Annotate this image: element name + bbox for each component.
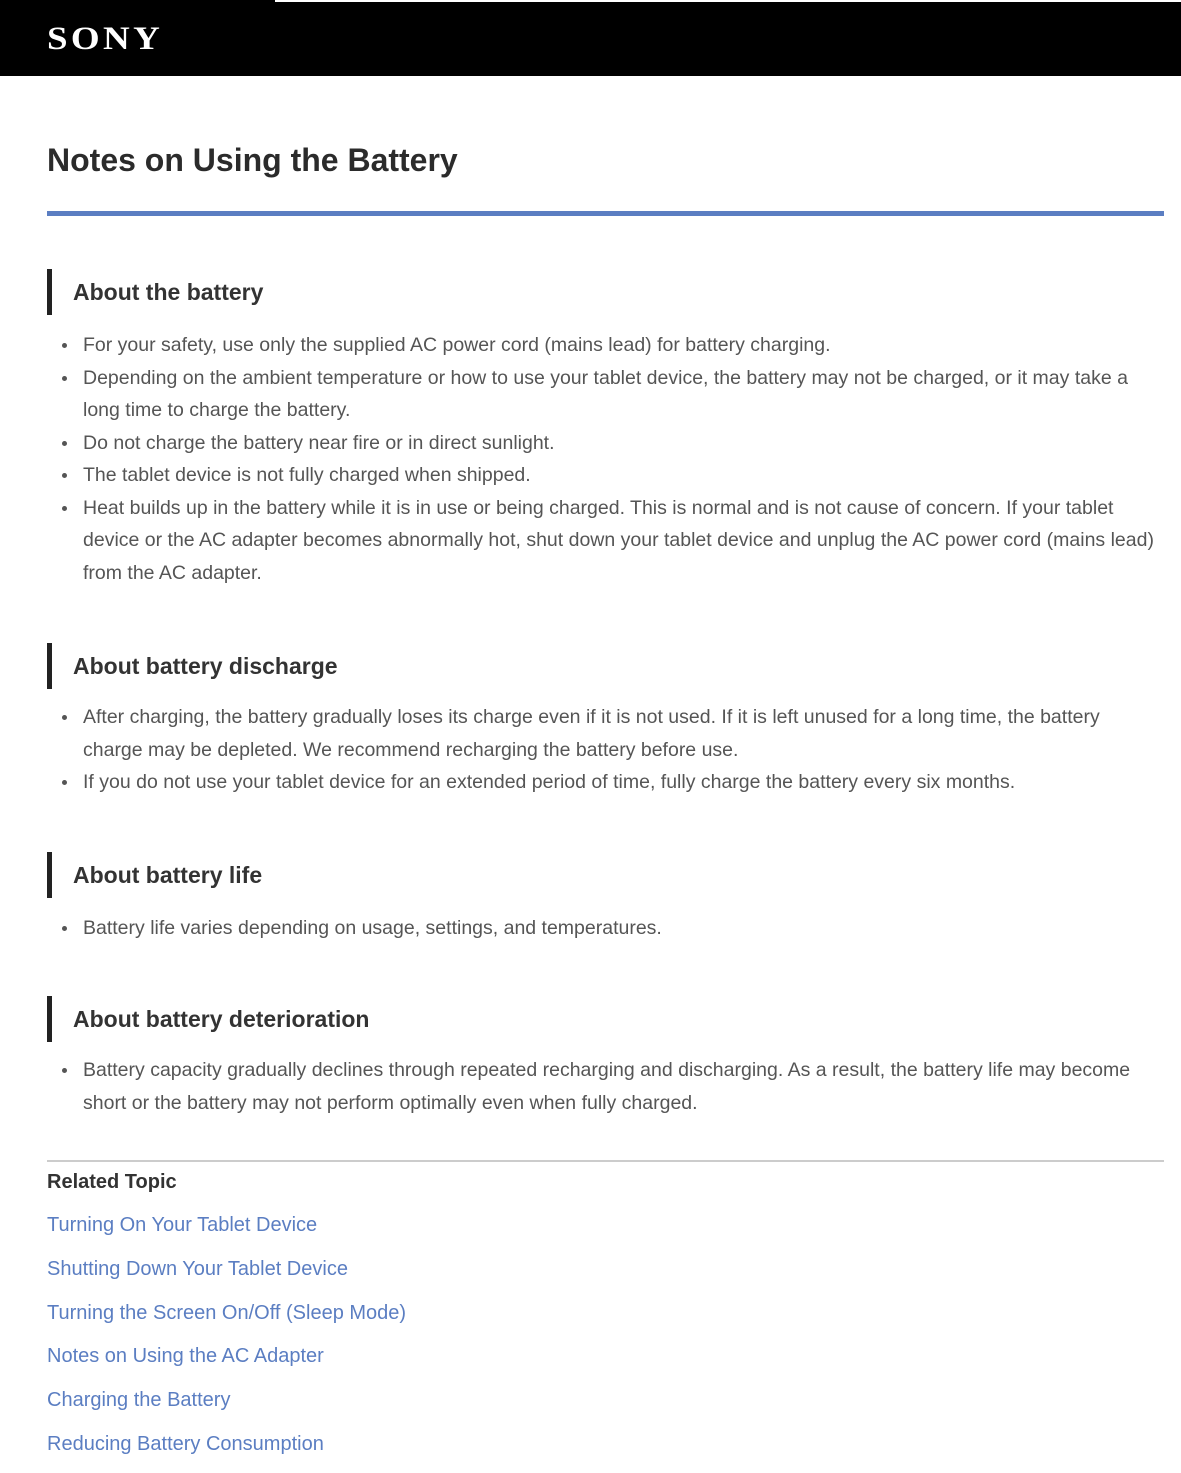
header-bar (0, 0, 1181, 76)
section-about-battery-life (47, 852, 1164, 945)
list-item: Do not charge the battery near fire or in direct sunlight. (47, 427, 1164, 460)
bullet-list (47, 1054, 1164, 1119)
page-title: Notes on Using the Battery (47, 142, 458, 178)
list-item: For your safety, use only the supplied AC power cord (mains lead) for battery charging. (47, 329, 1164, 362)
header-notch (275, 0, 1181, 2)
section-about-battery-deterioration (47, 996, 1164, 1119)
link-charging-battery[interactable]: Charging the Battery (47, 1389, 231, 1412)
list-item (47, 1429, 406, 1473)
section-heading: About battery discharge (47, 643, 1164, 689)
link-screen-on-off[interactable]: Turning the Screen On/Off (Sleep Mode) (47, 1301, 407, 1324)
list-item (47, 1210, 406, 1254)
list-item: Heat builds up in the battery while it is in use or being charged. This is normal and is not cause of concern. If your tablet device or the AC adapter becomes abnormally hot, shut down your tablet device and unplug the AC power cord (mains lead) from the AC adapter. (47, 492, 1164, 590)
list-item: Depending on the ambient temperature or how to use your tablet device, the battery may not be charged, or it may take a long time to charge the battery. (47, 362, 1164, 427)
link-reducing-battery-consumption[interactable]: Reducing Battery Consumption (47, 1432, 324, 1455)
list-item (47, 1385, 406, 1429)
section-heading: About the battery (47, 269, 1164, 315)
section-heading: About battery life (47, 852, 1164, 898)
bullet-list (47, 329, 1164, 589)
related-topic-list (47, 1210, 406, 1473)
list-item: Battery life varies depending on usage, settings, and temperatures. (47, 912, 1164, 945)
link-notes-ac-adapter[interactable]: Notes on Using the AC Adapter (47, 1345, 324, 1368)
section-heading: About battery deterioration (47, 996, 1164, 1042)
list-item: The tablet device is not fully charged when shipped. (47, 459, 1164, 492)
list-item (47, 1341, 406, 1385)
related-divider (47, 1160, 1164, 1162)
list-item: Battery capacity gradually declines through repeated recharging and discharging. As a result, the battery life may become short or the battery may not perform optimally even when fully charged. (47, 1054, 1164, 1119)
list-item: If you do not use your tablet device for an extended period of time, fully charge the battery every six months. (47, 766, 1164, 799)
link-shutting-down-tablet[interactable]: Shutting Down Your Tablet Device (47, 1257, 348, 1280)
list-item: After charging, the battery gradually loses its charge even if it is not used. If it is left unused for a long time, the battery charge may be depleted. We recommend recharging the battery before use. (47, 701, 1164, 766)
bullet-list (47, 912, 1164, 945)
section-about-battery-discharge (47, 643, 1164, 799)
bullet-list (47, 701, 1164, 799)
list-item (47, 1298, 406, 1342)
link-turning-on-tablet[interactable]: Turning On Your Tablet Device (47, 1214, 318, 1236)
related-topic-heading: Related Topic (47, 1171, 177, 1193)
sony-logo[interactable]: SONY (47, 21, 164, 57)
section-about-battery (47, 269, 1164, 589)
list-item (47, 1254, 406, 1298)
title-divider (47, 211, 1164, 216)
